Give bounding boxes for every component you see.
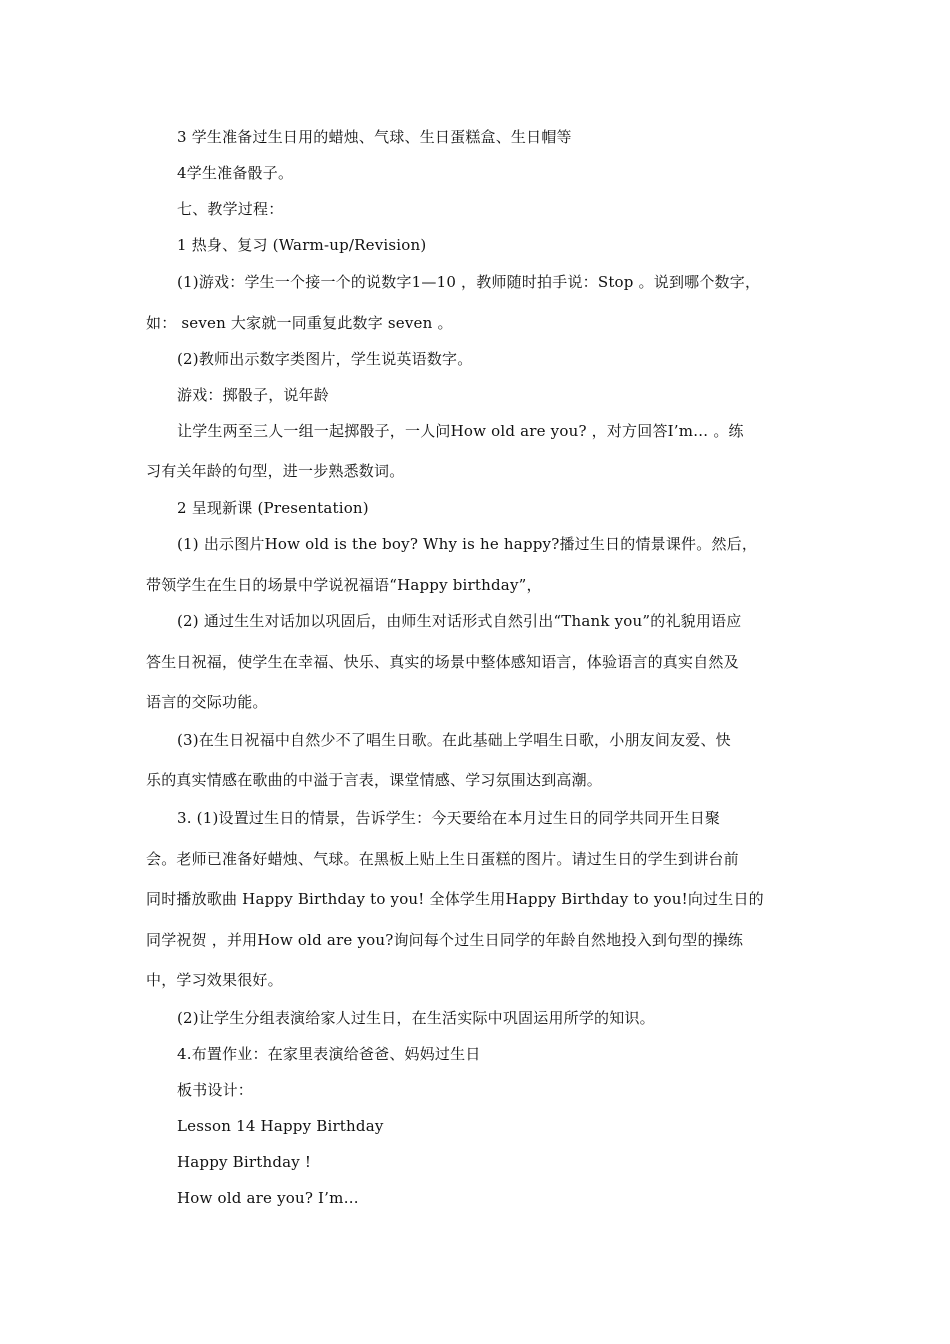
text-line: 游戏：掷骰子，说年龄	[177, 386, 330, 404]
text-line: 习有关年龄的句型，进一步熟悉数词。	[146, 462, 405, 480]
text-line: 3. (1)设置过生日的情景，告诉学生：今天要给在本月过生日的同学共同开生日聚	[177, 809, 721, 827]
text-line: 让学生两至三人一组一起掷骰子，一人问How old are you? ，对方回答I’m… 。练	[177, 422, 744, 440]
text-line: 带领学生在生日的场景中学说祝福语“Happy birthday”，	[146, 576, 542, 594]
text-line: 语言的交际功能。	[146, 693, 268, 711]
text-line: 乐的真实情感在歌曲的中溢于言表，课堂情感、学习氛围达到高潮。	[146, 771, 603, 789]
text-line: (1) 出示图片How old is the boy? Why is he happy?播过生日的情景课件。然后，	[177, 535, 758, 553]
text-line: 会。老师已准备好蜡烛、气球。在黑板上贴上生日蛋糕的图片。请过生日的学生到讲台前	[146, 850, 739, 868]
text-line: 4.布置作业：在家里表演给爸爸、妈妈过生日	[177, 1045, 481, 1063]
text-line: (2)教师出示数字类图片，学生说英语数字。	[177, 350, 473, 368]
text-line: 4学生准备骰子。	[177, 164, 294, 182]
board-title: Lesson 14 Happy Birthday	[177, 1117, 384, 1135]
section-heading: 七、教学过程：	[177, 200, 284, 218]
text-line: 同时播放歌曲 Happy Birthday to you! 全体学生用Happy Birthday to you!向过生日的	[146, 890, 764, 908]
text-line: (2) 通过生生对话加以巩固后，由师生对话形式自然引出“Thank you”的礼貌用语应	[177, 612, 742, 630]
text-line: (3)在生日祝福中自然少不了唱生日歌。在此基础上学唱生日歌，小朋友间友爱、快	[177, 731, 731, 749]
subsection-heading: 2 呈现新课 (Presentation)	[177, 499, 369, 517]
text-line: 3 学生准备过生日用的蜡烛、气球、生日蛋糕盒、生日帽等	[177, 128, 572, 146]
text-line: 中，学习效果很好。	[146, 971, 283, 989]
text-line: (2)让学生分组表演给家人过生日，在生活实际中巩固运用所学的知识。	[177, 1009, 655, 1027]
board-line: How old are you? I’m…	[177, 1189, 359, 1207]
text-line: 板书设计：	[177, 1081, 254, 1099]
text-line: 同学祝贺 ，并用How old are you?询问每个过生日同学的年龄自然地投入到句型的操练	[146, 931, 744, 949]
text-line: 答生日祝福，使学生在幸福、快乐、真实的场景中整体感知语言，体验语言的真实自然及	[146, 653, 739, 671]
board-line: Happy Birthday !	[177, 1153, 312, 1171]
text-line: (1)游戏：学生一个接一个的说数字1—10 ，教师随时拍手说：Stop 。说到哪个数字，	[177, 273, 761, 291]
text-line: 如： seven 大家就一同重复此数字 seven 。	[146, 314, 453, 332]
subsection-heading: 1 热身、复习 (Warm-up/Revision)	[177, 236, 427, 254]
